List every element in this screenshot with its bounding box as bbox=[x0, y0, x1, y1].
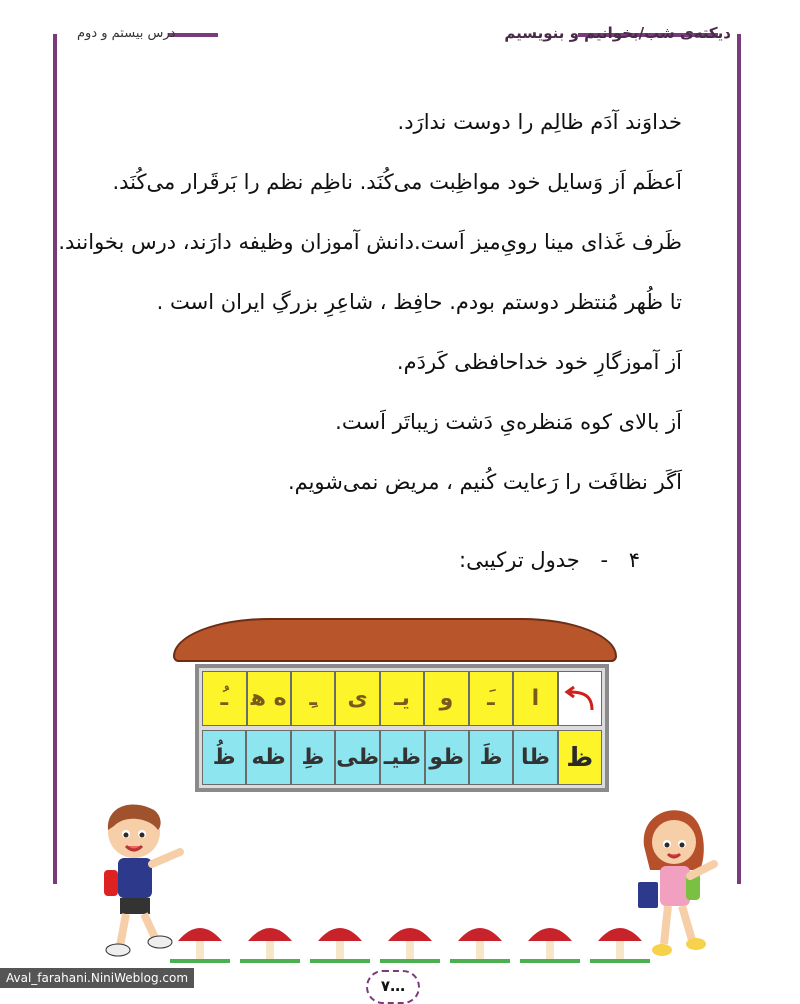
mushroom-decoration bbox=[310, 913, 370, 963]
mushroom-decoration bbox=[450, 913, 510, 963]
page-frame-right bbox=[737, 34, 741, 884]
table-cell: َـ bbox=[469, 671, 513, 726]
table-cell: و bbox=[424, 671, 468, 726]
section-dash: - bbox=[600, 548, 609, 572]
table-cell: ظه bbox=[246, 730, 290, 785]
mushroom-decoration bbox=[380, 913, 440, 963]
section-heading bbox=[459, 548, 640, 572]
table-lid bbox=[173, 618, 617, 662]
page-number: ۷… bbox=[366, 970, 420, 1004]
table-cell: ُـ bbox=[202, 671, 246, 726]
dictation-sentences bbox=[58, 108, 682, 528]
mushroom-decoration bbox=[520, 913, 580, 963]
combination-table bbox=[195, 664, 609, 792]
mushroom-decoration bbox=[240, 913, 300, 963]
sentence: اَز آموزگارِ خود خداحافظی کَردَم. bbox=[396, 350, 682, 374]
mushroom-decoration bbox=[170, 913, 230, 963]
sentence: اَز بالای کوه مَنظره‌یِ دَشت زیباتَر اَست. bbox=[335, 410, 682, 434]
mushroom-decoration bbox=[590, 913, 650, 963]
table-cell-head: ظ bbox=[558, 730, 602, 785]
sentence: اَگَر نظافَت را رَعایت کُنیم ، مریض نمی‌شویم. bbox=[287, 470, 682, 494]
page-header bbox=[53, 22, 741, 48]
sentence: تا ظُهر مُنتظر دوستم بودم. حافِظ ، شاعِرِ بزرگِ ایران است . bbox=[156, 290, 682, 314]
table-cell: ظَ bbox=[469, 730, 513, 785]
section-number: ۴ bbox=[628, 548, 640, 572]
sentence: ظَرف غَذای مینا رویِ‌میز اَست.دانش آموزان وظیفه دارَند، درس بخوانند. bbox=[58, 230, 682, 254]
website-watermark: Aval_farahani.NiniWeblog.com bbox=[0, 968, 194, 988]
table-cell: ظُ bbox=[202, 730, 246, 785]
table-cell: ظِ bbox=[291, 730, 335, 785]
sentence: خداوَند آدَم ظالِم را دوست ندارَد. bbox=[397, 110, 682, 134]
table-row bbox=[202, 730, 602, 785]
header-divider bbox=[168, 33, 218, 37]
table-cell: ظو bbox=[425, 730, 469, 785]
table-cell: ظی bbox=[335, 730, 380, 785]
table-cell: ظیـ bbox=[380, 730, 424, 785]
table-cell: ه ﻫ bbox=[247, 671, 291, 726]
table-cell: یـ bbox=[380, 671, 424, 726]
table-cell: ی bbox=[335, 671, 379, 726]
table-cell: ا bbox=[513, 671, 557, 726]
page-frame-left bbox=[53, 34, 57, 884]
table-cell: ظا bbox=[513, 730, 557, 785]
header-title: دیکته‌ی شب/بخوانیم و بنویسیم bbox=[504, 24, 731, 42]
table-cell: ِـ bbox=[291, 671, 335, 726]
section-label: جدول ترکیبی: bbox=[459, 548, 580, 572]
curved-arrow-icon bbox=[558, 671, 602, 726]
table-row bbox=[202, 671, 602, 726]
header-lesson: درس بیستم و دوم bbox=[77, 26, 176, 41]
sentence: اَعظَم اَز وَسایل خود مواظِبت می‌کُنَد. ناظِم نظم را بَرقَرار می‌کُنَد. bbox=[112, 170, 682, 194]
